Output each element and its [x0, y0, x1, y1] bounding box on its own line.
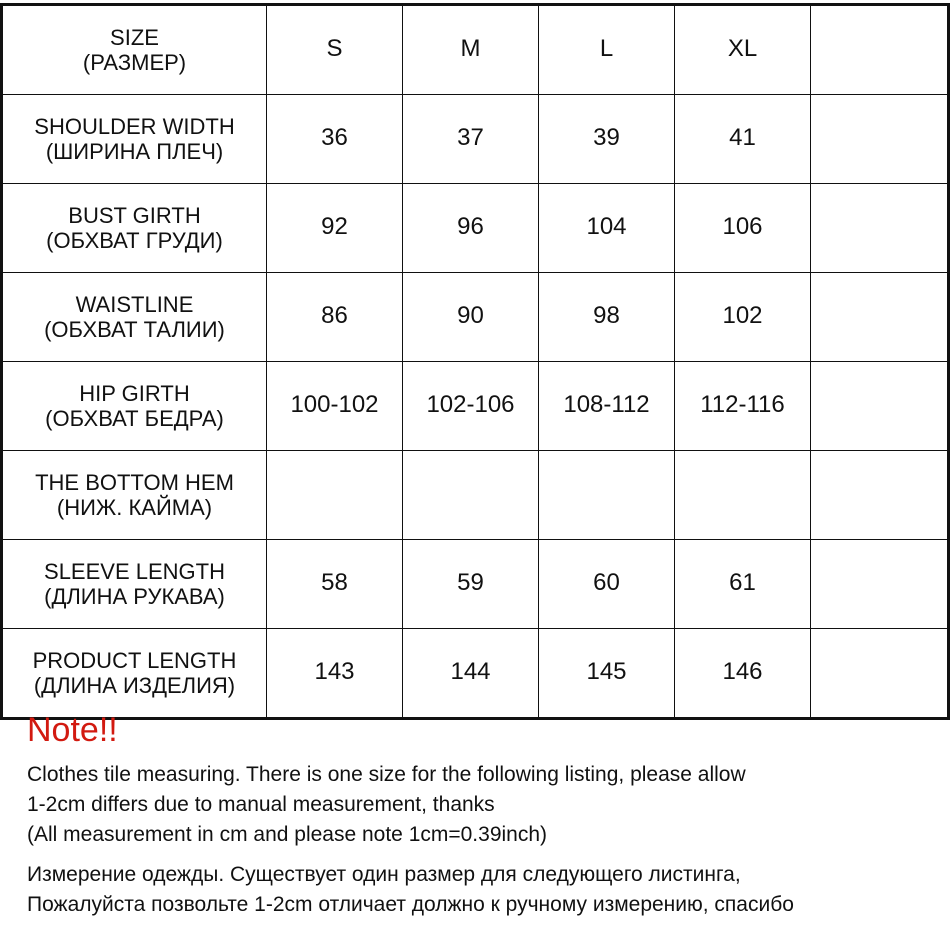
table-cell: 39	[539, 95, 675, 184]
row-label-en: BUST GIRTH	[68, 203, 201, 228]
table-cell: 37	[403, 95, 539, 184]
row-label-cell	[2, 540, 267, 629]
table-cell	[811, 184, 949, 273]
size-column-header	[811, 5, 949, 95]
table-cell: 58	[267, 540, 403, 629]
table-cell: 143	[267, 629, 403, 719]
table-cell: 104	[539, 184, 675, 273]
table-cell: 146	[675, 629, 811, 719]
table-row	[2, 362, 949, 451]
table-row	[2, 629, 949, 719]
table-cell: 41	[675, 95, 811, 184]
note-spacer	[27, 850, 942, 860]
row-label-ru: (ДЛИНА РУКАВА)	[44, 584, 225, 609]
row-label-ru: (ОБХВАТ ГРУДИ)	[46, 228, 223, 253]
size-column-header: L	[539, 5, 675, 95]
note-line-en: 1-2cm differs due to manual measurement, thanks	[27, 793, 495, 816]
table-cell: 98	[539, 273, 675, 362]
table-header-row	[2, 5, 949, 95]
table-cell: 108-112	[539, 362, 675, 451]
row-label-en: PRODUCT LENGTH	[32, 648, 237, 673]
table-row	[2, 273, 949, 362]
table-row	[2, 540, 949, 629]
row-label-cell	[2, 273, 267, 362]
note-line-ru: Измерение одежды. Существует один размер для следующего листинга,	[27, 863, 741, 886]
size-header-cell	[2, 5, 267, 95]
row-label-ru: (ДЛИНА ИЗДЕЛИЯ)	[33, 673, 236, 698]
table-cell: 59	[403, 540, 539, 629]
row-label-cell	[2, 95, 267, 184]
size-column-header: XL	[675, 5, 811, 95]
table-cell	[539, 451, 675, 540]
table-row	[2, 95, 949, 184]
table-cell	[811, 362, 949, 451]
note-line-en: (All measurement in cm and please note 1cm=0.39inch)	[27, 823, 548, 846]
table-cell	[403, 451, 539, 540]
table-cell: 100-102	[267, 362, 403, 451]
row-label-en: SLEEVE LENGTH	[44, 559, 225, 584]
table-cell: 36	[267, 95, 403, 184]
row-label-cell	[2, 362, 267, 451]
table-cell	[811, 629, 949, 719]
table-cell	[811, 273, 949, 362]
size-chart-table	[0, 3, 950, 720]
note-line-ru: Пожалуйста позвольте 1-2cm отличает должно к ручному измерению, спасибо	[27, 893, 794, 916]
row-label-en: HIP GIRTH	[79, 381, 190, 406]
table-cell: 144	[403, 629, 539, 719]
table-cell: 61	[675, 540, 811, 629]
table-cell: 90	[403, 273, 539, 362]
table-cell	[267, 451, 403, 540]
note-section	[27, 708, 942, 920]
table-cell: 112-116	[675, 362, 811, 451]
note-line-en: Clothes tile measuring. There is one size for the following listing, please allow	[27, 763, 746, 786]
table-cell: 96	[403, 184, 539, 273]
size-column-header: M	[403, 5, 539, 95]
row-label-en: THE BOTTOM HEM	[35, 470, 234, 495]
row-label-cell	[2, 629, 267, 719]
row-label-cell	[2, 184, 267, 273]
row-label-ru: (ОБХВАТ ТАЛИИ)	[44, 317, 225, 342]
row-label-ru: (ОБХВАТ БЕДРА)	[45, 406, 224, 431]
table-cell	[811, 451, 949, 540]
table-cell: 92	[267, 184, 403, 273]
row-label-en: WAISTLINE	[75, 292, 194, 317]
note-title: Note!!	[27, 711, 118, 749]
table-cell	[675, 451, 811, 540]
table-row	[2, 184, 949, 273]
table-cell: 102	[675, 273, 811, 362]
size-column-header: S	[267, 5, 403, 95]
size-header-en: SIZE	[110, 25, 159, 50]
size-header-ru: (РАЗМЕР)	[82, 50, 187, 75]
row-label-cell	[2, 451, 267, 540]
row-label-en: SHOULDER WIDTH	[34, 114, 235, 139]
row-label-ru: (ШИРИНА ПЛЕЧ)	[45, 139, 224, 164]
table-cell	[811, 540, 949, 629]
table-cell: 106	[675, 184, 811, 273]
row-label-ru: (НИЖ. КАЙМА)	[56, 495, 213, 520]
table-cell: 102-106	[403, 362, 539, 451]
table-cell: 86	[267, 273, 403, 362]
table-row	[2, 451, 949, 540]
table-cell: 60	[539, 540, 675, 629]
table-cell: 145	[539, 629, 675, 719]
table-cell	[811, 95, 949, 184]
